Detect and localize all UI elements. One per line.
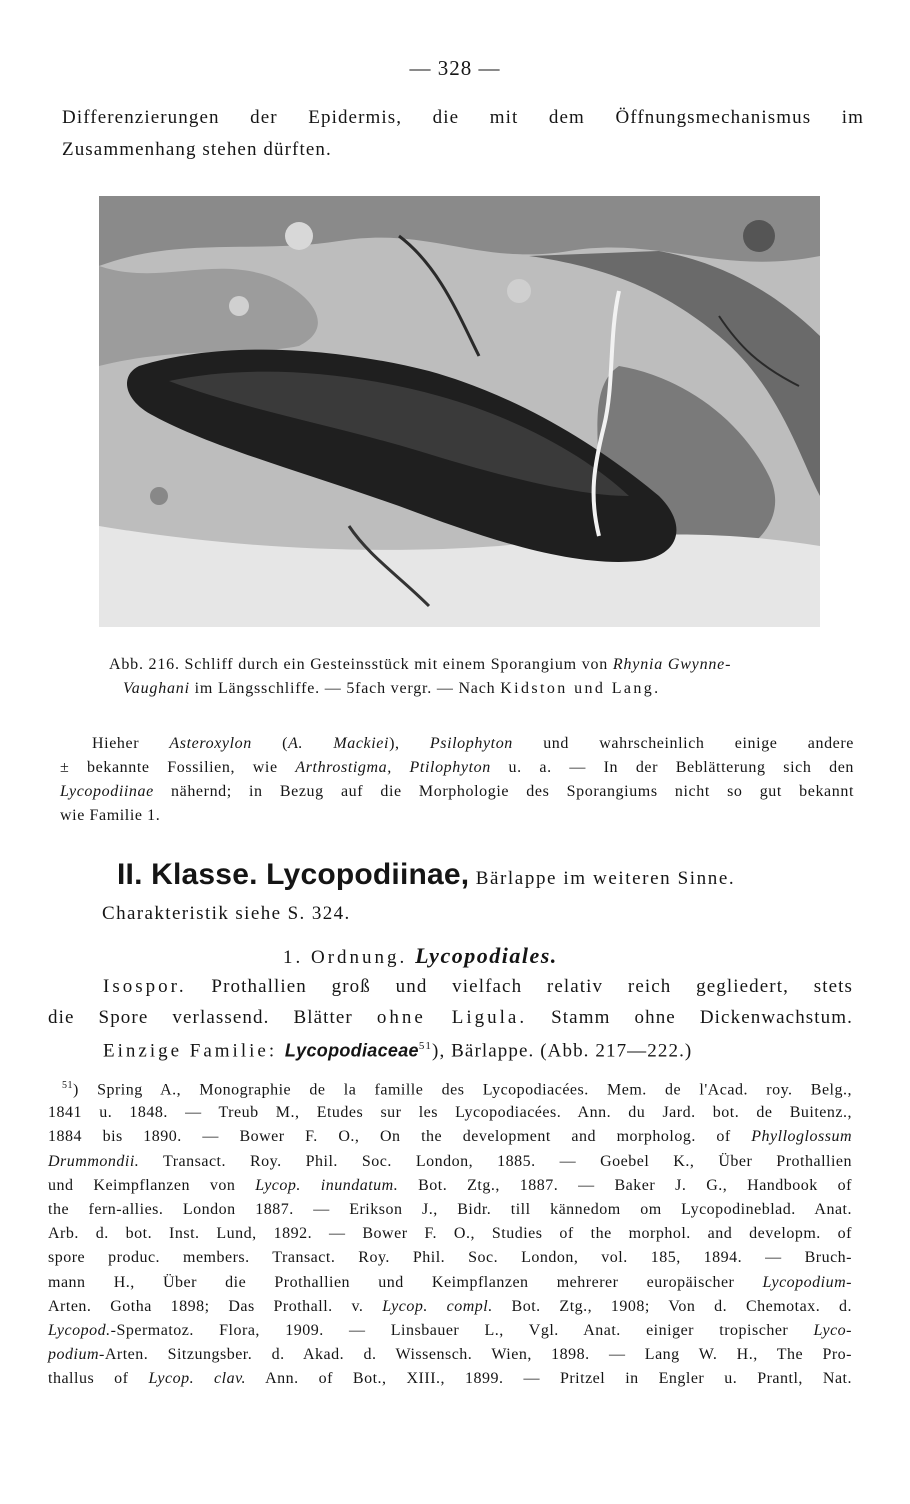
footnote-line — [48, 1128, 852, 1146]
isospor-term: Isospor. — [103, 976, 187, 997]
order-heading — [283, 943, 558, 969]
footnote-text: -Spermatoz. Flora, 1909. — Linsbauer L., Vgl. Anat. einiger tropischer — [110, 1322, 814, 1339]
body-text: Prothallien groß und vielfach relativ reich gegliedert, stets — [186, 976, 853, 997]
hieher-line-3 — [60, 783, 854, 801]
taxon-name: Lycopodiinae — [60, 783, 154, 800]
footnote-text: Arb. d. bot. Inst. Lund, 1892. — Bower F. O., Studies of the morphol. and developm. of — [48, 1225, 852, 1243]
genus-name: Asteroxylon — [169, 735, 252, 752]
footnote-italic-text: podium — [48, 1346, 99, 1364]
figure-caption-source: Kidston und Lang. — [500, 680, 661, 697]
species-name: A. Mackiei — [288, 735, 390, 752]
punct: ( — [251, 735, 289, 752]
footnote-text: Ann. of Bot., XIII., 1899. — Pritzel in Engler u. Prantl, Nat. — [246, 1370, 852, 1388]
footnote-italic-text: Lycopodium- — [762, 1273, 852, 1291]
footnote-italic-text: Lycop. inundatum. — [255, 1176, 399, 1194]
footnote-line — [48, 1298, 852, 1316]
body-text: ), Bärlappe. (Abb. 217—222.) — [432, 1040, 693, 1062]
body-line-2 — [48, 1007, 853, 1029]
charakteristik-line: Charakteristik siehe S. 324. — [102, 903, 351, 924]
footnote-text: -Arten. Sitzungsber. d. Akad. d. Wissensch. Wien, 1898. — Lang W. H., The Pro- — [99, 1346, 852, 1364]
genus-names: Arthrostigma, Ptilophyton — [295, 759, 491, 776]
figure-caption-line-1 — [109, 656, 731, 674]
footnote-line — [48, 1104, 852, 1122]
body-line-3 — [103, 1040, 692, 1062]
order-name: Lycopodiales. — [415, 943, 558, 968]
footnote-italic-text: Lyco- — [813, 1322, 852, 1339]
footnote-line — [48, 1346, 852, 1364]
footnote-line — [48, 1153, 852, 1171]
ligula-term: ohne Ligula. — [376, 1007, 528, 1028]
order-label: 1. Ordnung. — [283, 947, 416, 968]
figure-caption-text: Abb. 216. Schliff durch ein Gesteinsstück mit einem Sporangium von — [109, 656, 613, 673]
footnote-line — [62, 1080, 852, 1099]
figure-caption-text-2: im Längsschliffe. — 5fach vergr. — Nach — [189, 680, 501, 697]
intro-line-1: Differenzierungen der Epidermis, die mit dem Öffnungsmechanismus im — [62, 107, 864, 128]
class-heading — [117, 858, 735, 892]
hieher-text: ± bekannte Fossilien, wie — [60, 759, 296, 776]
footnote-text: 1884 bis 1890. — Bower F. O., On the development and morpholog. of — [48, 1128, 752, 1146]
footnote-text: mann H., Über die Prothallien und Keimpflanzen mehrerer europäischer — [48, 1273, 763, 1291]
class-title: II. Klasse. Lycopodiinae, — [117, 858, 470, 891]
punct: ), — [389, 735, 430, 752]
hieher-text: und wahrscheinlich einige andere — [512, 735, 855, 752]
footnote-italic-text: Lycopod. — [48, 1322, 111, 1339]
hieher-text: Hieher — [92, 735, 170, 752]
footnote-text: Bot. Ztg., 1887. — Baker J. G., Handbook of — [398, 1176, 853, 1194]
page-number: — 328 — — [409, 56, 501, 80]
footnote-line — [48, 1201, 852, 1219]
footnote-number: 51 — [62, 1080, 73, 1091]
footnote-line — [48, 1322, 852, 1340]
footnote-text: Arten. Gotha 1898; Das Prothall. v. — [48, 1297, 383, 1315]
body-text: Stamm ohne Dickenwachstum. — [527, 1007, 854, 1028]
footnote-italic-text: Phylloglossum — [751, 1128, 852, 1146]
footnote-ref: 51 — [418, 1040, 433, 1052]
footnote-line — [48, 1225, 852, 1243]
body-text: die Spore verlassend. Blätter — [48, 1007, 377, 1028]
family-name: Lycopodiaceae — [284, 1040, 419, 1061]
footnote-italic-text: Lycop. clav. — [148, 1370, 246, 1388]
family-label: Einzige Familie: — [103, 1040, 285, 1062]
hieher-line-4: wie Familie 1. — [60, 807, 161, 824]
figure-caption-species: Rhynia Gwynne- — [612, 656, 732, 673]
footnote-text: spore produc. members. Transact. Roy. Phil. Soc. London, vol. 185, 1894. — Bruch- — [48, 1249, 852, 1267]
hieher-text: u. a. — In der Beblätterung sich den — [490, 759, 854, 776]
footnote-text: Bot. Ztg., 1908; Von d. Chemotax. d. — [492, 1297, 853, 1315]
class-subtitle: Bärlappe im weiteren Sinne. — [469, 868, 736, 889]
figure-caption-species-end: Vaughani — [123, 680, 190, 697]
footnote-line — [48, 1249, 852, 1267]
footnote-italic-text: Lycop. compl. — [382, 1297, 493, 1315]
footnote-text: Transact. Roy. Phil. Soc. London, 1885. — Goebel K., Über Prothallien — [139, 1152, 852, 1170]
footnote-text: thallus of — [48, 1370, 149, 1388]
footnote-line — [48, 1274, 852, 1292]
genus-name: Psilophyton — [429, 735, 513, 752]
intro-line-2: Zusammenhang stehen dürften. — [62, 139, 332, 160]
footnote-text: 1841 u. 1848. — Treub M., Etudes sur les Lycopodiacées. Ann. du Jard. bot. de Buitenz., — [48, 1104, 852, 1122]
sporangium-thin-section-photo — [99, 196, 820, 627]
footnote-line — [48, 1177, 852, 1195]
footnote-text: the fern-allies. London 1887. — Erikson J., Bidr. till kännedom om Lycopodineblad. Anat. — [48, 1201, 852, 1218]
footnote-line — [48, 1370, 852, 1388]
footnote-text: und Keimpflanzen von — [48, 1176, 256, 1194]
hieher-line-2 — [60, 759, 854, 777]
body-line-1 — [103, 976, 853, 998]
hieher-line-1 — [92, 735, 854, 753]
footnote-italic-text: Drummondii. — [48, 1152, 140, 1170]
footnote-text: ) Spring A., Monographie de la famille des Lycopodiacées. Mem. de l'Acad. roy. Belg., — [73, 1081, 852, 1099]
hieher-text: nähernd; in Bezug auf die Morphologie des Sporangiums nicht so gut bekannt — [153, 783, 854, 800]
figure-caption-line-2 — [123, 680, 661, 698]
